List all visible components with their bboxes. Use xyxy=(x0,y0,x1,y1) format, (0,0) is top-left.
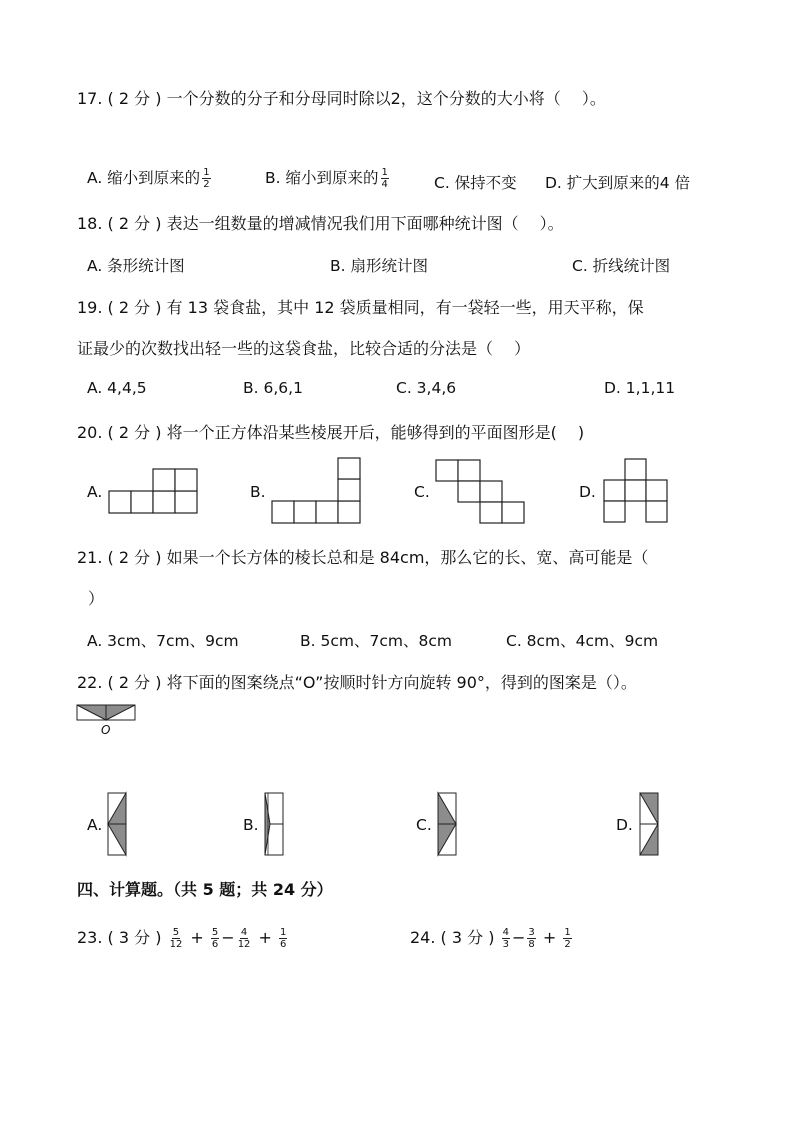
question-score: ( 2 分 ) xyxy=(107,89,162,108)
question-19-line2: 证最少的次数找出轻一些的这袋食盐，比较合适的分法是（ ） xyxy=(77,339,531,358)
option-a[interactable]: A. xyxy=(87,483,103,501)
option-a[interactable]: A. 缩小到原来的 $\frac{1}{2}$ xyxy=(87,167,210,190)
question-number: 17. xyxy=(77,89,103,108)
option-b[interactable]: B. xyxy=(250,483,266,501)
question-20: 20. ( 2 分 ) 将一个正方体沿某些棱展开后，能够得到的平面图形是( ) xyxy=(77,423,585,442)
option-b[interactable]: B. xyxy=(243,816,259,834)
option-c[interactable]: C. 折线统计图 xyxy=(572,257,671,275)
fraction: $\frac{1}{2}$ xyxy=(564,927,571,950)
fraction: $\frac{4}{12}$ xyxy=(237,927,251,950)
option-c[interactable]: C. xyxy=(416,816,432,834)
section-title: 四、计算题。（共 5 题；共 24 分） xyxy=(77,880,333,899)
option-b[interactable]: B. 扇形统计图 xyxy=(330,257,428,275)
option-d[interactable]: D. 1,1,11 xyxy=(604,379,676,397)
option-b[interactable]: B. 缩小到原来的 $\frac{1}{4}$ xyxy=(265,167,388,190)
rotation-option-c-figure[interactable] xyxy=(438,793,456,855)
rotation-option-a-figure[interactable] xyxy=(108,793,126,855)
option-c[interactable]: C. 8cm、4cm、9cm xyxy=(506,632,659,650)
cube-net-d[interactable] xyxy=(604,459,667,522)
option-d[interactable]: D. xyxy=(616,816,633,834)
rotation-source-pattern xyxy=(77,705,135,720)
cube-net-a[interactable] xyxy=(109,469,197,513)
question-22: 22. ( 2 分 ) 将下面的图案绕点“O”按顺时针方向旋转 90°，得到的图案是（）。 xyxy=(77,673,637,692)
option-c[interactable]: C. xyxy=(414,483,430,501)
rotation-option-b-figure[interactable] xyxy=(265,793,283,855)
option-c[interactable]: C. 3,4,6 xyxy=(396,379,457,397)
question-21: 21. ( 2 分 ) 如果一个长方体的棱长总和是 84cm，那么它的长、宽、高可能是（ xyxy=(77,548,649,567)
fraction: $\frac{3}{8}$ xyxy=(528,927,535,950)
fraction: $\frac{1}{6}$ xyxy=(280,927,287,950)
option-a[interactable]: A. 4,4,5 xyxy=(87,379,147,397)
fraction: $\frac{1}{4}$ xyxy=(381,167,388,190)
option-a[interactable]: A. 3cm、7cm、9cm xyxy=(87,632,239,650)
fraction: $\frac{5}{6}$ xyxy=(211,927,219,950)
cube-net-c[interactable] xyxy=(436,460,524,523)
question-18: 18. ( 2 分 ) 表达一组数量的增减情况我们用下面哪种统计图（ ）。 xyxy=(77,214,564,233)
fraction: $\frac{5}{12}$ xyxy=(169,927,183,950)
option-b[interactable]: B. 6,6,1 xyxy=(243,379,303,397)
option-d[interactable]: D. 扩大到原来的4 倍 xyxy=(545,174,691,192)
option-c[interactable]: C. 保持不变 xyxy=(434,174,517,192)
point-o-label: O xyxy=(101,723,111,737)
rotation-option-d-figure[interactable] xyxy=(640,793,658,855)
cube-net-b[interactable] xyxy=(272,458,360,523)
question-23: 23. ( 3 分 ) $\frac{5}{12}$ + $\frac{5}{6}$ − $\frac{4}{12}$ + $\frac{1}{6}$ xyxy=(77,927,287,950)
option-a[interactable]: A. 条形统计图 xyxy=(87,257,185,275)
fraction: $\frac{1}{2}$ xyxy=(203,167,210,190)
fraction: $\frac{4}{3}$ xyxy=(502,927,509,950)
question-21-line2: ） xyxy=(88,589,105,608)
question-text: 一个分数的分子和分母同时除以2，这个分数的大小将（ ）。 xyxy=(166,89,606,108)
question-19: 19. ( 2 分 ) 有 13 袋食盐，其中 12 袋质量相同，有一袋轻一些，用天平称，保 xyxy=(77,298,644,317)
option-d[interactable]: D. xyxy=(579,483,596,501)
option-b[interactable]: B. 5cm、7cm、8cm xyxy=(300,632,452,650)
option-a[interactable]: A. xyxy=(87,816,103,834)
question-24: 24. ( 3 分 ) $\frac{4}{3}$ − $\frac{3}{8}$ + $\frac{1}{2}$ xyxy=(410,927,571,950)
